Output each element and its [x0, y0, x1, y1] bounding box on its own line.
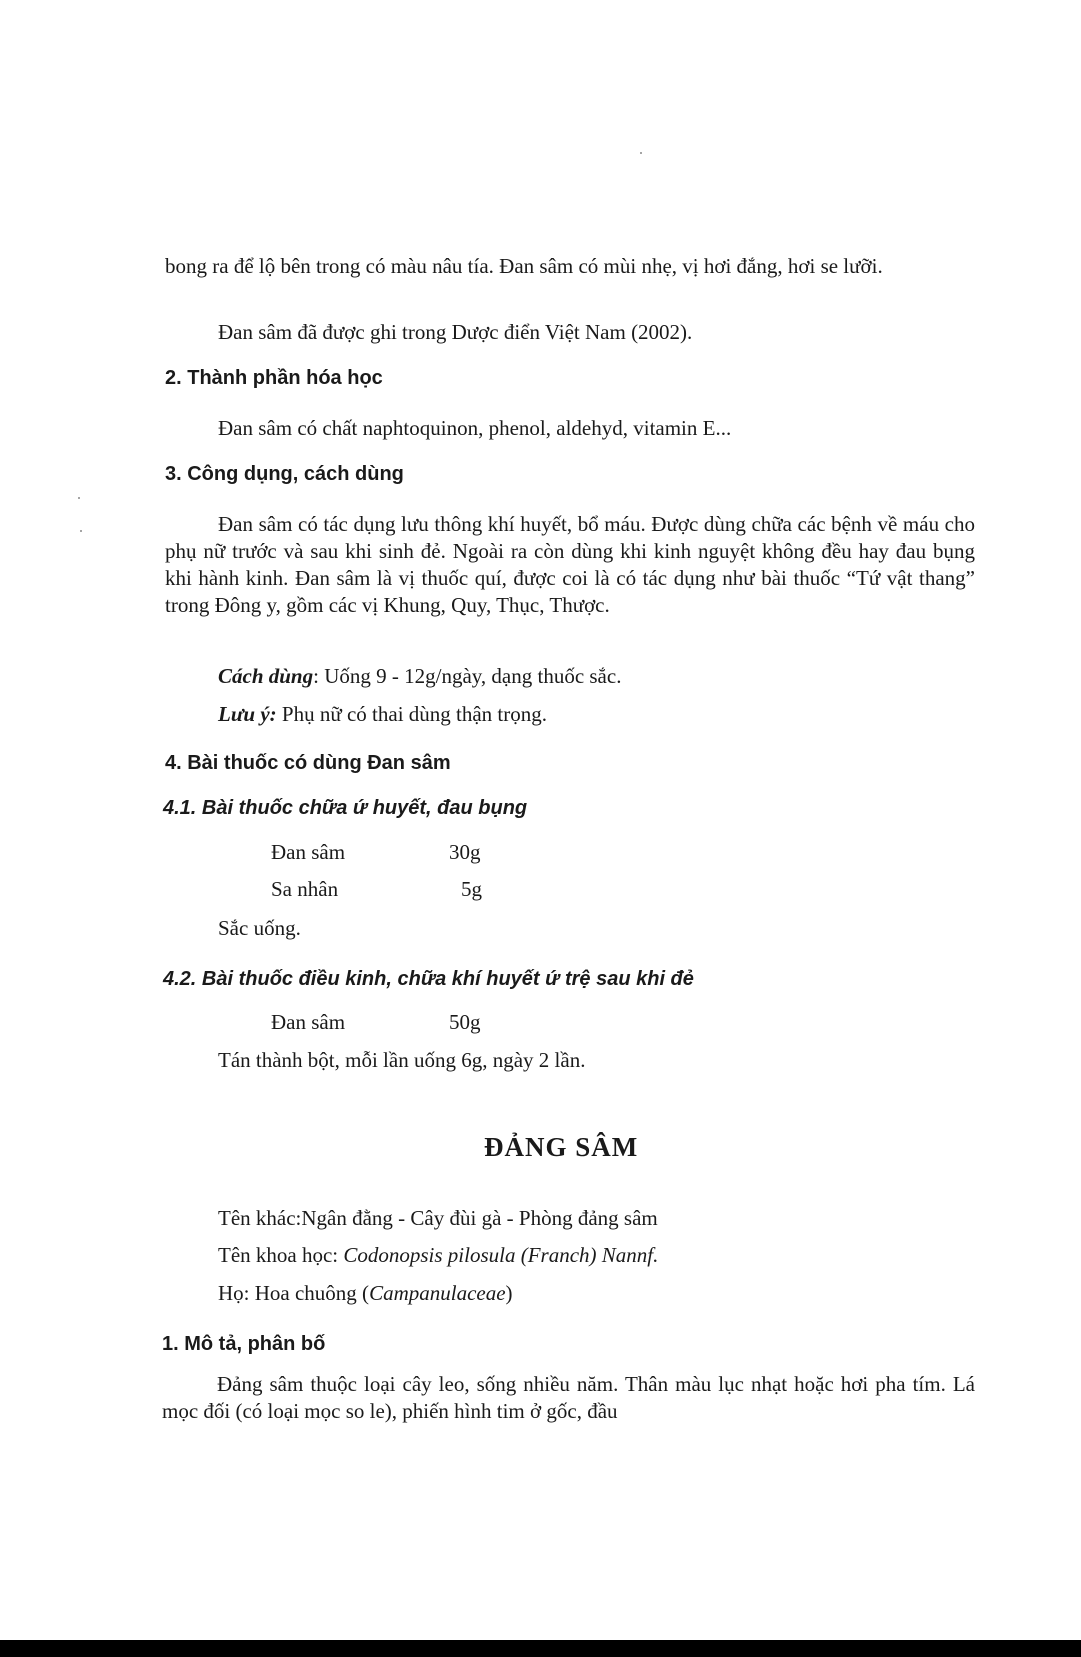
paragraph-chemical-composition: Đan sâm có chất naphtoquinon, phenol, aldehyd, vitamin E...	[218, 416, 732, 440]
heading-remedies: 4. Bài thuốc có dùng Đan sâm	[165, 752, 451, 774]
family-label: Họ: Hoa chuông (	[218, 1281, 370, 1305]
recipe-2-amount: 50g	[449, 1010, 481, 1034]
paragraph-uses	[165, 511, 975, 619]
paragraph-description-end: bong ra để lộ bên trong có màu nâu tía. Đan sâm có mùi nhẹ, vị hơi đắng, hơi se lưỡi.	[165, 254, 883, 278]
scan-speck	[80, 530, 82, 532]
note-line	[218, 702, 547, 727]
note-text: Phụ nữ có thai dùng thận trọng.	[276, 702, 548, 726]
recipe-2-instruction: Tán thành bột, mỗi lần uống 6g, ngày 2 lần.	[218, 1048, 586, 1072]
scientific-name-line	[218, 1243, 658, 1268]
heading-description: 1. Mô tả, phân bố	[162, 1333, 326, 1355]
scientific-name-label: Tên khoa học:	[218, 1243, 344, 1267]
heading-remedy-1: 4.1. Bài thuốc chữa ứ huyết, đau bụng	[163, 797, 528, 819]
section-title: ĐẢNG SÂM	[484, 1132, 639, 1162]
paragraph-description-text: Đảng sâm thuộc loại cây leo, sống nhiều năm. Thân màu lục nhạt hoặc hơi pha tím. Lá mọc đối (có loại mọc so le), phiến hình tim ở gốc, đầu	[162, 1372, 975, 1423]
heading-uses: 3. Công dụng, cách dùng	[165, 463, 404, 485]
heading-remedy-2: 4.2. Bài thuốc điều kinh, chữa khí huyết ứ trệ sau khi đẻ	[163, 968, 694, 990]
paragraph-uses-text: Đan sâm có tác dụng lưu thông khí huyết, bổ máu. Được dùng chữa các bệnh về máu cho phụ nữ trước và sau khi sinh đẻ. Ngoài ra còn dùng khi kinh nguyệt không đều hay đau bụng khi hành kinh. Đan sâm là vị thuốc quí, được coi là có tác dụng như bài thuốc “Tứ vật thang” trong Đông y, gồm các vị Khung, Quy, Thục, Thược.	[165, 512, 975, 617]
usage-label: Cách dùng	[218, 664, 314, 688]
recipe-2-ingredient: Đan sâm	[271, 1010, 346, 1034]
scan-speck	[78, 497, 80, 499]
recipe-1-amount: 5g	[461, 877, 482, 901]
paragraph-description	[162, 1371, 975, 1425]
other-names: Tên khác:Ngân đằng - Cây đùi gà - Phòng đảng sâm	[218, 1206, 658, 1230]
note-label: Lưu ý:	[218, 702, 277, 726]
usage-text: : Uống 9 - 12g/ngày, dạng thuốc sắc.	[313, 664, 622, 688]
family-close: )	[505, 1281, 513, 1305]
bottom-edge-bar	[0, 1640, 1081, 1657]
scientific-name: Codonopsis pilosula (Franch) Nannf.	[343, 1243, 659, 1267]
family-line	[218, 1281, 513, 1306]
family-latin: Campanulaceae	[369, 1281, 506, 1305]
recipe-1-amount: 30g	[449, 840, 481, 864]
paragraph-pharmacopoeia: Đan sâm đã được ghi trong Dược điển Việt Nam (2002).	[218, 320, 693, 344]
scan-speck	[640, 152, 642, 154]
recipe-1-ingredient: Đan sâm	[271, 840, 346, 864]
recipe-1-ingredient: Sa nhân	[271, 877, 339, 901]
recipe-1-instruction: Sắc uống.	[218, 916, 301, 940]
heading-chemical-composition: 2. Thành phần hóa học	[165, 367, 383, 389]
usage-line	[218, 664, 621, 689]
